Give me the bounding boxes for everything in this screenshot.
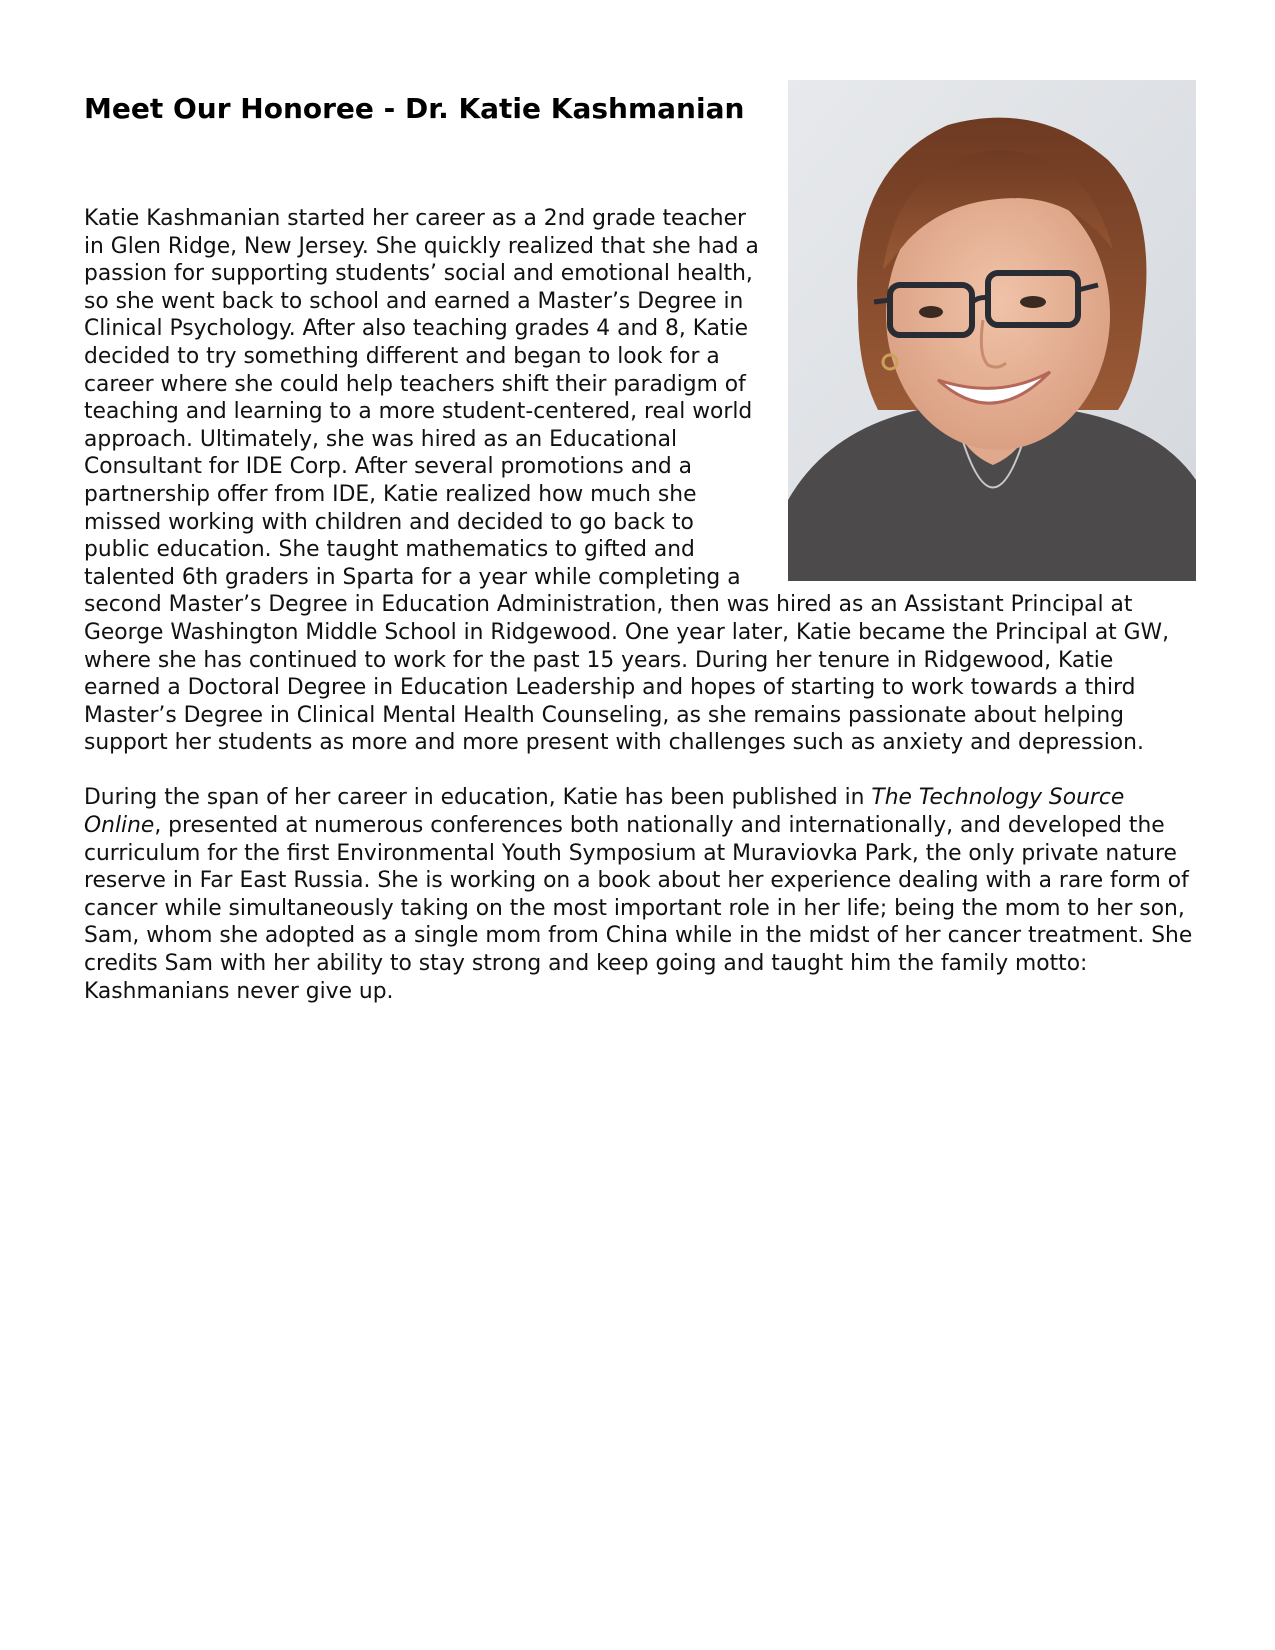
portrait-photo xyxy=(788,80,1196,581)
bio-paragraph-2-start: During the span of her career in education, Katie has been published in xyxy=(84,785,872,811)
page-title: Meet Our Honoree - Dr. Katie Kashmanian xyxy=(84,92,745,125)
bio-paragraph-2-end: , presented at numerous conferences both nationally and internationally, and developed the curriculum for the first Environmental Youth Symposium at Muraviovka Park, the only private nature reserve in Far East Russia. She is working on a book about her experience dealing with a rare form of cancer while simultaneously taking on the most important role in her life; being the mom to her son, Sam, whom she adopted as a single mom from China while in the midst of her cancer treatment. She credits Sam with her ability to stay strong and keep going and taught him the family motto: Kashmanians never give up. xyxy=(84,813,1193,1004)
portrait-icon xyxy=(788,80,1196,581)
bio-paragraph-1: Katie Kashmanian started her career as a 2nd grade teacher in Glen Ridge, New Jersey. She quickly realized that she had a passion for supporting students’ social and emotional health, so she went back to school and earned a Master’s Degree in Clinical Psychology. After also teaching grades 4 and 8, Katie decided to try something different and began to look for a career where she could help teachers shift their paradigm of teaching and learning to a more student-centered, real world approach. Ultimately, she was hired as an Educational Consultant for IDE Corp. After several promotions and a partnership offer from IDE, Katie realized how much she missed working with children and decided to go back to public education. She taught mathematics to gifted and talented 6th graders in Sparta for a year while completing a second Master’s Degree in Education Administration, then was hired as an Assistant Principal at George Washington Middle School in Ridgewood. One year later, Katie became the Principal at GW, where she has continued to work for the past 15 years. During her tenure in Ridgewood, Katie earned a Doctoral Degree in Education Leadership and hopes of starting to work towards a third Master’s Degree in Clinical Mental Health Counseling, as she remains passionate about helping support her students as more and more present with challenges such as anxiety and depression. xyxy=(84,206,1170,756)
publication-title: The Technology Source Online xyxy=(84,785,1125,839)
bio-paragraph-2 xyxy=(84,784,1196,1005)
bio-body xyxy=(84,205,1196,1005)
